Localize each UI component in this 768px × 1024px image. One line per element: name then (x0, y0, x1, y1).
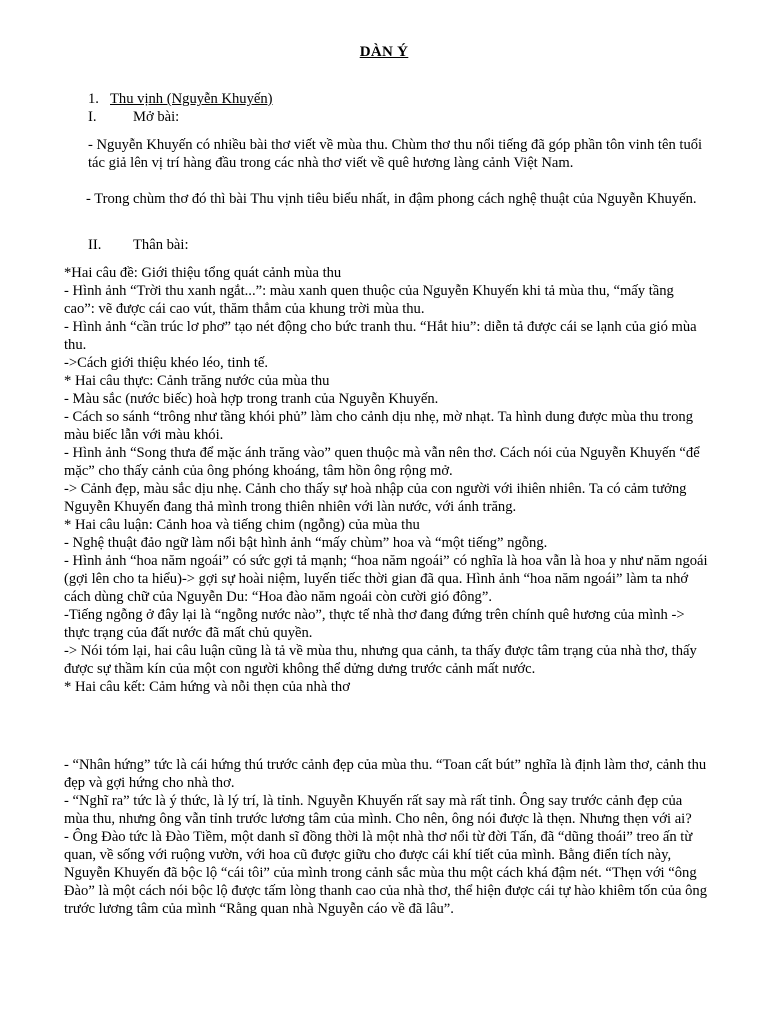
body-line: * Hai câu kết: Cảm hứng và nỗi thẹn của nhà thơ (64, 679, 350, 695)
body-line: - Hình ảnh “Song thưa để mặc ánh trăng vào” quen thuộc mà vẫn nên thơ. Cách nói của Nguyễn Khuyến “để mặc” cho thấy cảnh của ông phóng khoáng, tâm hồn ông rộng mở. (64, 445, 700, 479)
part-numeral: I. (88, 109, 97, 125)
conclusion-line: - “Nhân hứng” tức là cái hứng thú trước cảnh đẹp của mùa thu. “Toan cất bút” nghĩa là định làm thơ, cảnh thu đẹp và gợi hứng cho nhà thơ. (64, 757, 707, 791)
paragraph-text: - Trong chùm thơ đó thì bài Thu vịnh tiêu biểu nhất, in đậm phong cách nghệ thuật của Nguyễn Khuyến. (86, 191, 697, 207)
body-line: *Hai câu đề: Giới thiệu tổng quát cảnh mùa thu (64, 265, 342, 281)
part-label: Thân bài: (133, 237, 189, 253)
body-section (64, 264, 708, 696)
body-line: * Hai câu thực: Cảnh trăng nước của mùa thu (64, 373, 330, 389)
conclusion-line: - Ông Đào tức là Đào Tiềm, một danh sĩ đồng thời là một nhà thơ nổi từ đời Tấn, đã “dũng thoái” treo ấn từ quan, về sống với ruộng vườn, với hoa cũ được giữu cho được cái khí tiết của mình. Bằng điển tích này, Nguyễn Khuyến đã bộc lộ “cái tôi” của mình trong cảnh sắc mùa thu một cách khá đậm nét. “Thẹn với “ông Đào” là một cách nói bộc lộ được tấm lòng thanh cao của nhà thơ, thể hiện được cái tự hào khiêm tốn của ông trước lương tâm của mình “Rằng quan nhà Nguyễn cáo về đã lâu”. (64, 829, 708, 917)
body-line: - Nghệ thuật đảo ngữ làm nổi bật hình ảnh “mấy chùm” hoa và “một tiếng” ngỗng. (64, 535, 548, 551)
body-line: -Tiếng ngỗng ở đây lại là “ngỗng nước nào”, thực tế nhà thơ đang đứng trên chính quê hương của mình -> thực trạng của đất nước đã mất chủ quyền. (64, 607, 685, 641)
section-title: Thu vịnh (Nguyễn Khuyến) (110, 91, 273, 107)
body-line: ->Cách giới thiệu khéo léo, tinh tế. (64, 355, 268, 371)
intro-paragraph (88, 136, 708, 172)
section-heading (88, 90, 273, 108)
conclusion-line: - “Nghĩ ra” tức là ý thức, là lý trí, là tỉnh. Nguyễn Khuyến rất say mà rất tỉnh. Ông say trước cảnh đẹp của mùa thu, nhưng ông vẫn tỉnh trước lương tâm của mình. Cho nên, ông nói được là thẹn. Nhưng thẹn với ai? (64, 793, 692, 827)
body-line: * Hai câu luận: Cảnh hoa và tiếng chim (ngỗng) của mùa thu (64, 517, 420, 533)
part-label: Mở bài: (133, 109, 180, 125)
document-title: DÀN Ý (359, 44, 409, 60)
part-heading-body (88, 236, 189, 254)
body-line: - Cách so sánh “trông như tầng khói phủ” làm cho cảnh dịu nhẹ, mờ nhạt. Ta hình dung được mùa thu trong màu biếc lẫn với màu khói. (64, 409, 693, 443)
body-line: - Hình ảnh “cần trúc lơ phơ” tạo nét động cho bức tranh thu. “Hắt hiu”: diễn tả được cái se lạnh của gió mùa thu. (64, 319, 697, 353)
body-line: - Màu sắc (nước biếc) hoà hợp trong tranh của Nguyễn Khuyến. (64, 391, 439, 407)
body-line: - Hình ảnh “hoa năm ngoái” có sức gợi tả mạnh; “hoa năm ngoái” có nghĩa là hoa vẫn là hoa y như năm ngoái (gợi lên cho ta hiểu)-> gợi sự hoài niệm, luyến tiếc thời gian đã qua. Hình ảnh “hoa năm ngoái” làm ta nhớ cách dùng chữ của Nguyễn Du: “Hoa đào năm ngoái còn cười gió đông”. (64, 553, 708, 605)
body-line: -> Cảnh đẹp, màu sắc dịu nhẹ. Cảnh cho thấy sự hoà nhập của con người với ihiên nhiên. Ta có cảm tưởng Nguyễn Khuyến đang thả mình trong thiên nhiên với làn nước, với ánh trăng. (64, 481, 687, 515)
body-line: - Hình ảnh “Trời thu xanh ngắt...”: màu xanh quen thuộc của Nguyễn Khuyến khi tả mùa thu, “mấy tầng cao”: vẽ được cái cao vút, thăm thẳm của khung trời mùa thu. (64, 283, 674, 317)
body-line: -> Nói tóm lại, hai câu luận cũng là tả về mùa thu, nhưng qua cảnh, ta thấy được tâm trạng của nhà thơ, thấy được sự thầm kín của một con người không thể dửng dưng trước cảnh mất nước. (64, 643, 697, 677)
part-numeral: II. (88, 237, 102, 253)
intro-paragraph (64, 190, 708, 208)
conclusion-section (64, 756, 708, 918)
section-number: 1. (88, 91, 99, 107)
paragraph-text: - Nguyễn Khuyến có nhiều bài thơ viết về mùa thu. Chùm thơ thu nổi tiếng đã góp phần tôn vinh tên tuổi tác giả lên vị trí hàng đầu trong các nhà thơ viết về quê hương làng cảnh Việt Nam. (88, 137, 703, 171)
part-heading-intro (88, 108, 179, 126)
